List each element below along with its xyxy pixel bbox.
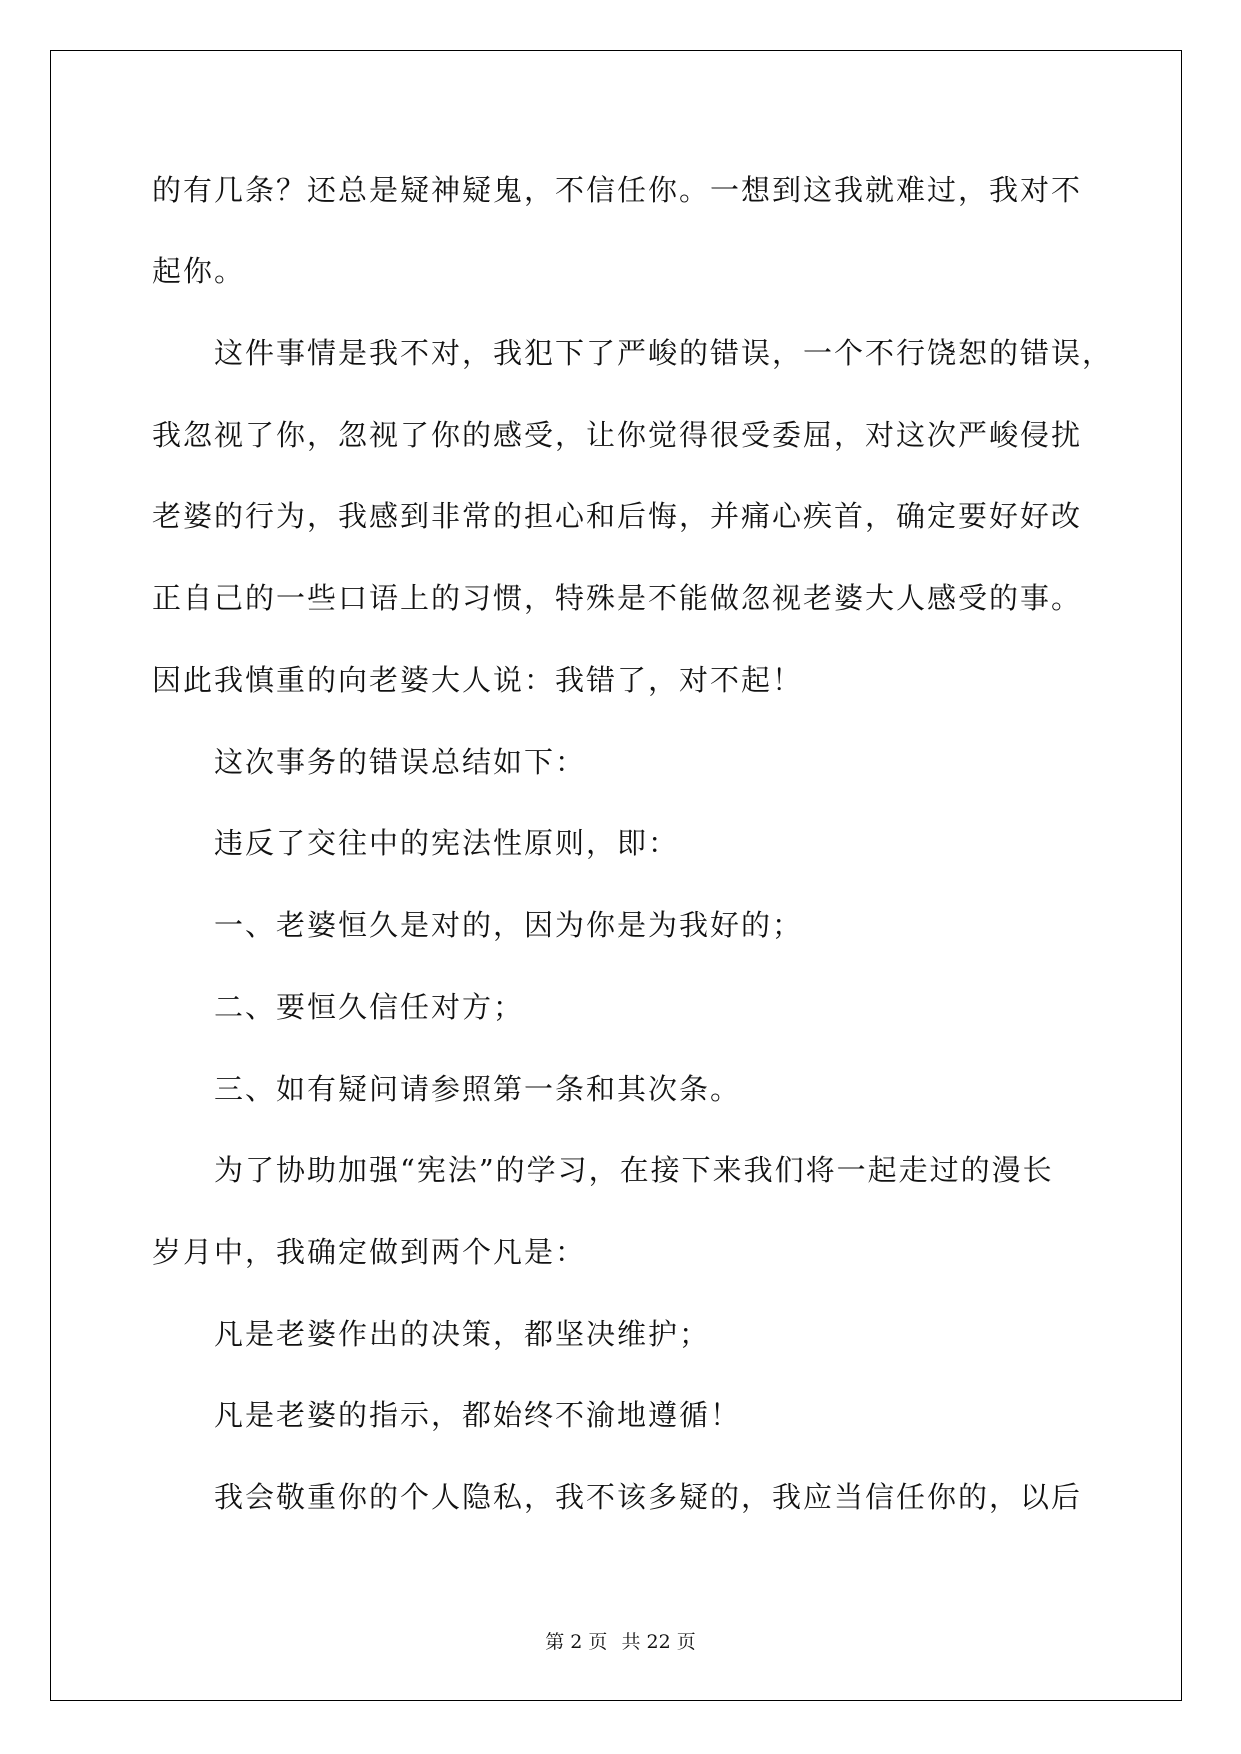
page-number: 第 2 页	[545, 1631, 608, 1653]
text-line: 起你。	[152, 254, 246, 288]
paragraph-line: 这次事务的错误总结如下：	[214, 745, 587, 779]
total-pages: 共 22 页	[621, 1631, 696, 1653]
list-item: 三、如有疑问请参照第一条和其次条。	[214, 1072, 742, 1106]
text-line: 的有几条？还总是疑神疑鬼，不信任你。一想到这我就难过，我对不	[152, 173, 1083, 207]
page-footer	[0, 1627, 1241, 1654]
text-line: 我忽视了你，忽视了你的感受，让你觉得很受委屈，对这次严峻侵扰	[152, 418, 1083, 452]
paragraph-line: 凡是老婆的指示，都始终不渝地遵循！	[214, 1398, 742, 1432]
text-line: 岁月中，我确定做到两个凡是：	[152, 1235, 587, 1269]
list-item: 一、老婆恒久是对的，因为你是为我好的；	[214, 908, 804, 942]
paragraph-line: 为了协助加强“宪法”的学习，在接下来我们将一起走过的漫长	[214, 1153, 1054, 1187]
paragraph-line: 这件事情是我不对，我犯下了严峻的错误，一个不行饶恕的错误，	[214, 336, 1114, 370]
list-item: 二、要恒久信任对方；	[214, 990, 525, 1024]
text-line: 正自己的一些口语上的习惯，特殊是不能做忽视老婆大人感受的事。	[152, 581, 1083, 615]
page-border	[50, 50, 1182, 1701]
paragraph-line: 凡是老婆作出的决策，都坚决维护；	[214, 1317, 711, 1351]
text-line: 老婆的行为，我感到非常的担心和后悔，并痛心疾首，确定要好好改	[152, 499, 1083, 533]
paragraph-line: 违反了交往中的宪法性原则，即：	[214, 826, 680, 860]
text-line: 因此我慎重的向老婆大人说：我错了，对不起！	[152, 663, 804, 697]
paragraph-line: 我会敬重你的个人隐私，我不该多疑的，我应当信任你的，以后	[214, 1480, 1083, 1514]
